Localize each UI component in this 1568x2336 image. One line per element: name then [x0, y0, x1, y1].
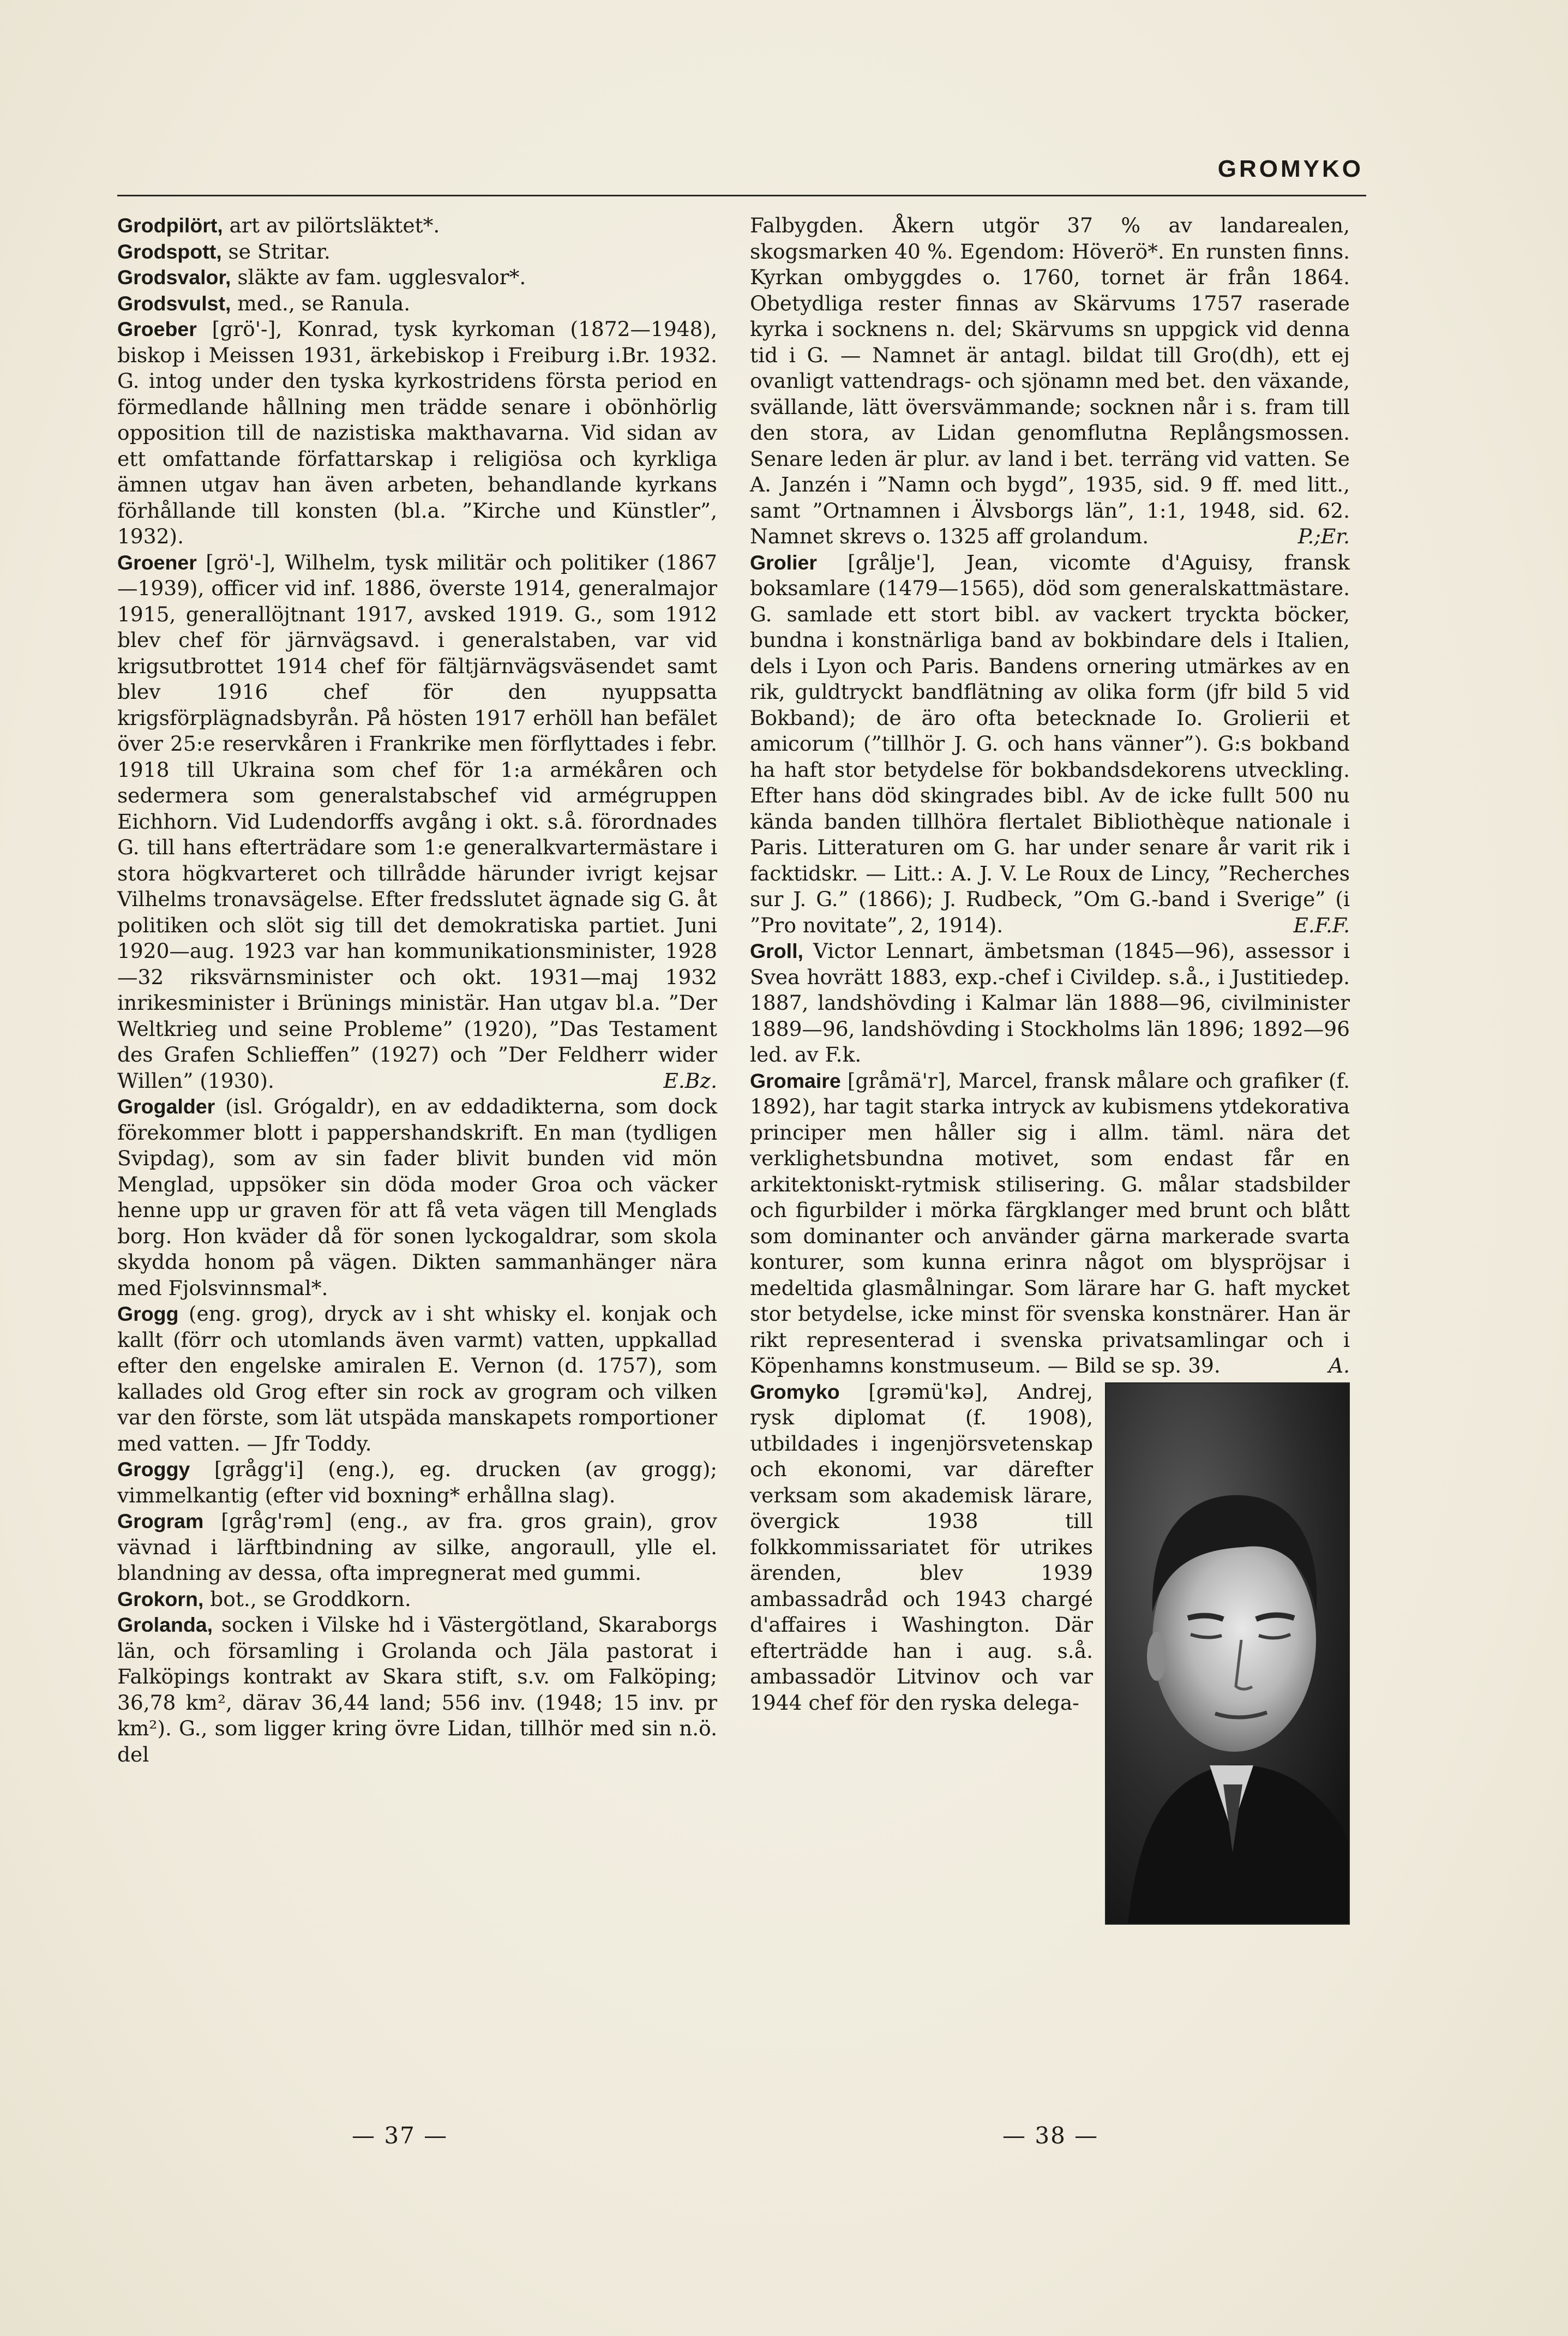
entry-headword: Grogalder	[117, 1095, 215, 1118]
entry-text: socken i Vilske hd i Västergötland, Skaraborgs län, och församling i Grolanda och Jäla pastorat i Falköpings kontrakt av Skara stift, s.v. om Falköping; 36,78 km², därav 36,44 land; 556 inv. (1948; 15 inv. pr km²). G., som ligger kring övre Lidan, tillhör med sin n.ö. del	[117, 1613, 717, 1766]
entry-text: se Stritar.	[221, 239, 331, 263]
entry-text: bot., se Groddkorn.	[203, 1586, 411, 1611]
entry-text: [grålje'], Jean, vicomte d'Aguisy, fransk boksamlare (1479—1565), död som generalskattmästare. G. samlade ett stort bibl. av vackert tryckta böcker, bundna i konstnärliga band av bokbindare dels i Italien, dels i Lyon och Paris. Bandens ornering utmärkes av en rik, guldtryckt bandflätning av olika form (jfr bild 5 vid Bokband); de äro ofta betecknade Io. Grolierii et amicorum (”tillhör J. G. och hans vänner”). G:s bokband ha haft stor betydelse för bokbandsdekorens utveckling. Efter hans död skingrades bibl. Av de icke fullt 500 nu kända banden tillhöra flertalet Bibliothèque nationale i Paris. Litteraturen om G. har under senare år varit rik i facktidskr. — Litt.: A. J. V. Le Roux de Lincy, ”Recherches sur J. G.” (1866); J. Rudbeck, ”Om G.-band i Sverige” (i ”Pro novitate”, 2, 1914).	[750, 550, 1350, 937]
entry-grolanda-continued	[750, 213, 1350, 550]
entry-grodsvulst	[117, 291, 717, 317]
entry-headword: Gromyko	[750, 1380, 840, 1403]
entry-groggy	[117, 1457, 717, 1508]
entry-headword: Grodpilört,	[117, 214, 223, 237]
entry-headword: Grogram	[117, 1510, 204, 1532]
header-rule	[117, 195, 1366, 196]
entry-grogg	[117, 1301, 717, 1457]
entry-grolier	[750, 550, 1350, 939]
entry-text: [grågg'i] (eng.), eg. drucken (av grogg); vimmelkantig (efter vid boxning* erhållna slag).	[117, 1457, 717, 1507]
entry-groll	[750, 938, 1350, 1068]
entry-grogram	[117, 1508, 717, 1586]
entry-text: (eng. grog), dryck av i sht whisky el. konjak och kallt (förr och utomlands även varmt) vatten, uppkallad efter den engelske amiralen E. Vernon (d. 1757), som kallades old Grog efter sin rock av grogram och vilken var den förste, som lät utspäda manskapets romportioner med vatten. — Jfr Toddy.	[117, 1302, 717, 1455]
entry-headword: Grodspott,	[117, 239, 222, 263]
portrait-photo	[1105, 1382, 1350, 1925]
entry-groener	[117, 550, 717, 1094]
entry-signature: A.	[1328, 1353, 1350, 1377]
entry-headword: Grolanda,	[117, 1613, 213, 1636]
left-column	[117, 213, 717, 1768]
entry-headword: Grolier	[750, 550, 817, 574]
entry-text: Falbygden. Åkern utgör 37 % av landarealen, skogsmarken 40 %. Egendom: Höverö*. En runsten finns. Kyrkan ombyggdes o. 1760, tornet är från 1864. Obetydliga rester finnas av Skärvums 1757 raserade kyrka i socknens n. del; Skärvums sn uppgick vid denna tid i G. — Namnet är antagl. bildat till Gro(dh), ett ej ovanligt vattendrags- och sjönamn med bet. den växande, svällande, lätt översvämmande; socknen når i s. fram till den stora, av Lidan genomflutna Replångsmossen. Senare leden är plur. av land i bet. terräng vid vatten. Se A. Janzén i ”Namn och bygd”, 1935, sid. 9 ff. med litt., samt ”Ortnamnen i Älvsborgs län”, 1:1, 1948, sid. 62. Namnet skrevs o. 1325 aff grolandum.	[750, 213, 1350, 548]
entry-headword: Groeber	[117, 318, 197, 340]
entry-gromaire	[750, 1068, 1350, 1379]
entry-text: [grö'-], Konrad, tysk kyrkoman (1872—1948), biskop i Meissen 1931, ärkebiskop i Freiburg i.Br. 1932. G. intog under den tyska kyrkostridens första period en förmedlande hållning men trädde senare i obönhörlig opposition till de nazistiska makthavarna. Vid sidan av ett omfattande författarskap i religiösa och kyrkliga ämnen utgav han även arbeten, behandlande kyrkans förhållande till konsten (bl.a. ”Kirche und Künstler”, 1932).	[117, 317, 717, 548]
entry-headword: Groggy	[117, 1458, 190, 1481]
page-number-right: — 38 —	[1002, 2122, 1099, 2149]
entry-text: [grö'-], Wilhelm, tysk militär och politiker (1867—1939), officer vid inf. 1886, överste 1914, generalmajor 1915, generallöjtnant 1917, avsked 1919. G., som 1912 blev chef för järnvägsavd. i generalstaben, var vid krigsutbrottet 1914 chef för fältjärnvägsväsendet samt blev 1916 chef för den nyuppsatta krigsförplägnadsbyrån. På hösten 1917 erhöll han befälet över 25:e reservkåren i Frankrike men förflyttades i febr. 1918 till Ukraina som chef för 1:a armékåren och sedermera som generalstabschef vid armégruppen Eichhorn. Vid Ludendorffs avgång i okt. s.å. förordnades G. till hans efterträdare som 1:e generalkvartermästare i stora högkvarteret och tillrådde härunder ivrigt kejsar Vilhelms tronavsägelse. Efter fredsslutet ägnade sig G. åt politiken och slöt sig till det demokratiska partiet. Juni 1920—aug. 1923 var han kommunikationsminister, 1928—32 riksvärnsminister och okt. 1931—maj 1932 inrikesminister i Brünings ministär. Han utgav bl.a. ”Der Weltkrieg und seine Probleme” (1920), ”Das Testament des Grafen Schlieffen” (1927) och ”Der Feldherr wider Willen” (1930).	[117, 550, 717, 1093]
entry-text: [gråmä'r], Marcel, fransk målare och grafiker (f. 1892), har tagit starka intryck av kubismens ytdekorativa principer men håller sig i allm. täml. nära det verklighetsbundna motivet, som endast får en arkitektoniskt-rytmisk stilisering. G. målar stadsbilder och figurbilder i mörka färgklanger med brunt och blått som dominanter och använder gärna markerade svarta konturer, som kunna erinra något om blyspröjsar i medeltida glasmålningar. Som lärare har G. haft mycket stor betydelse, icke minst för svenska konstnärer. Han är rikt representerad i svenska privatsamlingar och i Köpenhamns konstmuseum. — Bild se sp. 39.	[750, 1068, 1350, 1377]
entry-grolanda	[117, 1612, 717, 1768]
entry-gromyko	[750, 1379, 1350, 1716]
entry-text: släkte av fam. ugglesvalor*.	[231, 265, 526, 289]
entry-signature: E.F.F.	[1293, 913, 1350, 937]
entry-grodspott	[117, 239, 717, 265]
entry-grodsvalor	[117, 265, 717, 291]
right-column	[750, 213, 1350, 1930]
entry-headword: Grodsvulst,	[117, 291, 231, 315]
entry-headword: Grodsvalor,	[117, 266, 231, 289]
portrait-image	[1106, 1383, 1349, 1924]
entry-signature: E.Bz.	[663, 1068, 717, 1093]
entry-text: med., se Ranula.	[231, 291, 411, 315]
entry-headword: Groll,	[750, 939, 803, 962]
entry-headword: Gromaire	[750, 1069, 841, 1092]
entry-text: Victor Lennart, ämbetsman (1845—96), assessor i Svea hovrätt 1883, exp.-chef i Civildep. s.å., i Justitiedep. 1887, landshövding i Kalmar län 1888—96, civilminister 1889—96, landshövding i Stockholms län 1896; 1892—96 led. av F.k.	[750, 939, 1350, 1067]
page-number-left: — 37 —	[352, 2122, 448, 2149]
entry-groeber	[117, 316, 717, 550]
running-head: GROMYKO	[1217, 155, 1363, 182]
entry-text: (isl. Grógaldr), en av eddadikterna, som dock förekommer blott i pappershandskrift. En man (tydligen Svipdag), som av sin fader blivit bunden vid mön Menglad, uppsöker sin döda moder Groa och väcker henne upp ur graven för att få veta vägen till Menglads borg. Hon kväder då för sonen lyckogaldrar, som skola skydda honom på vägen. Dikten sammanhänger nära med Fjolsvinnsmal*.	[117, 1094, 717, 1300]
entry-grodpilort	[117, 213, 717, 239]
entry-text: art av pilörtsläktet*.	[223, 213, 440, 237]
entry-text: [grəmü'kə], Andrej, rysk diplomat (f. 1908), utbildades i ingenjörsvetenskap och ekonomi, var därefter verksam som akademisk lärare, övergick 1938 till folkkommissariatet för utrikes ärenden, blev 1939 ambassadråd och 1943 chargé d'affaires i Washington. Där efterträdde han i aug. s.å. ambassadör Litvinov och var 1944 chef för den ryska delega-	[750, 1379, 1093, 1715]
entry-grokorn	[117, 1586, 717, 1613]
entry-grogalder	[117, 1094, 717, 1301]
entry-headword: Grogg	[117, 1302, 179, 1325]
entry-text: [gråg'rəm] (eng., av fra. gros grain), grov vävnad i lärftbindning av silke, angoraull, ylle el. blandning av dessa, ofta impregnerat med gummi.	[117, 1509, 717, 1585]
entry-signature: P.;Er.	[1297, 524, 1350, 548]
entry-headword: Grokorn,	[117, 1587, 204, 1610]
entry-headword: Groener	[117, 550, 197, 574]
